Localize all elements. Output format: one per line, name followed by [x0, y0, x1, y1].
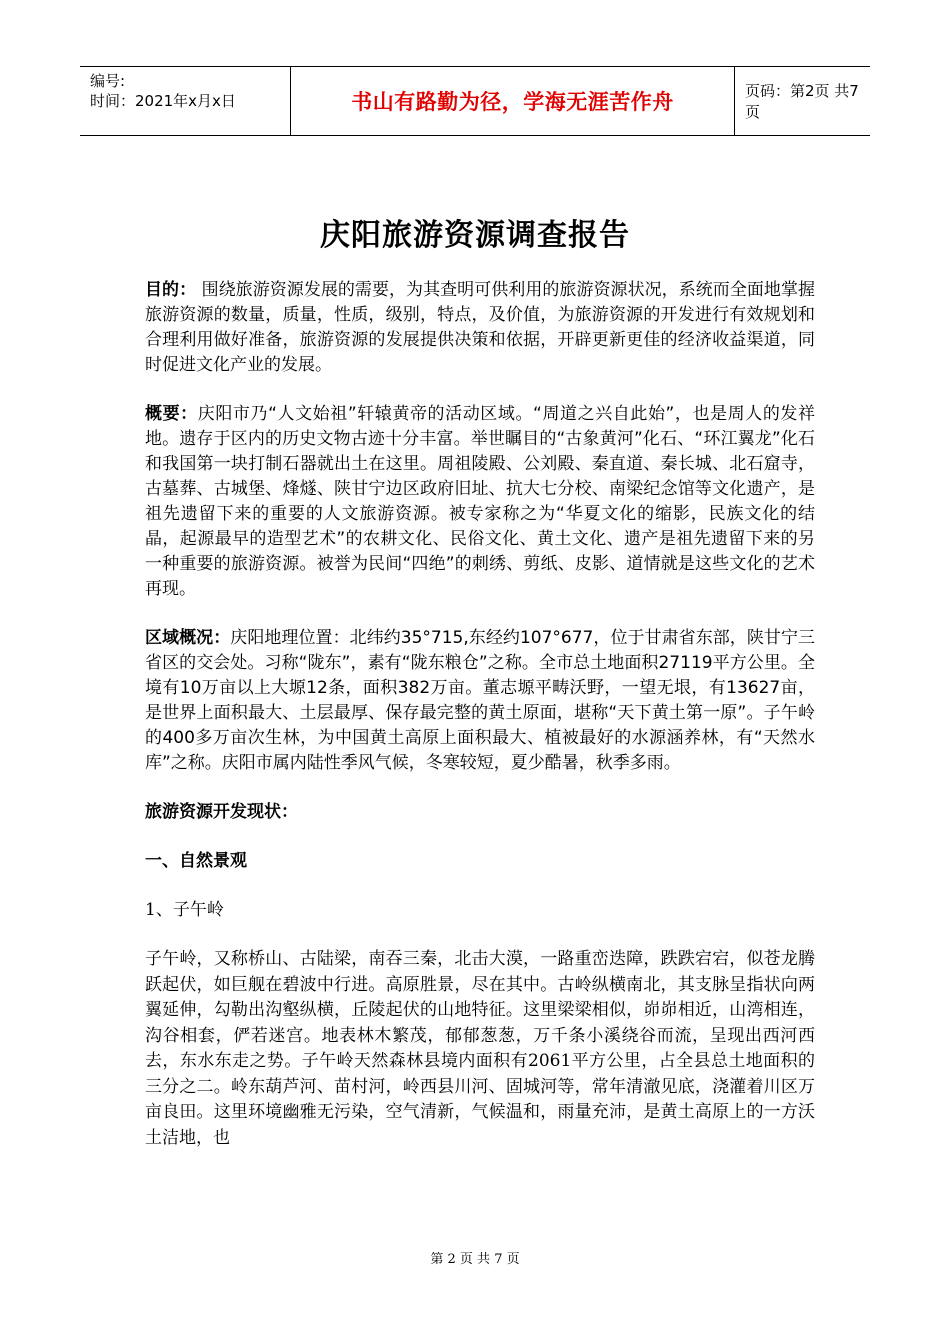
- motto-text: 书山有路勤为径，学海无涯苦作舟: [351, 90, 674, 114]
- document-title: 庆阳旅游资源调查报告: [320, 218, 630, 253]
- purpose-label: 目的：: [145, 280, 197, 300]
- number-label: 编号:: [90, 72, 126, 90]
- time-label: 时间：2021年x月x日: [90, 92, 236, 110]
- page-header: [80, 66, 870, 136]
- page-footer: 第 2 页 共 7 页: [430, 1252, 520, 1267]
- header-page-info: [735, 67, 870, 135]
- ziwuling-paragraph: 子午岭，又称桥山、古陆梁，南吞三秦，北击大漠，一路重峦迭障，跌跌宕宕，似苍龙腾跃起伏，如巨舰在碧波中行进。高原胜景，尽在其中。古岭纵横南北，其支脉呈指状向两翼延伸，勾勒出沟壑纵横，丘陵起伏的山地特征。这里梁梁相似，峁峁相近，山湾相连，沟谷相套，俨若迷宫。地表林木繁茂，郁郁葱葱，万千条小溪绕谷而流，呈现出西河西去，东水东走之势。子午岭天然森林县境内面积有2061平方公里，占全县总土地面积的三分之二。岭东葫芦河、苗村河，岭西县川河、固城河等，常年清澈见底，浇灌着川区万亩良田。这里环境幽雅无污染，空气清新，气候温和，雨量充沛，是黄土高原上的一方沃土洁地，也: [145, 949, 815, 1148]
- dev-status-heading: 旅游资源开发现状：: [145, 802, 298, 822]
- overview-label: 概要：: [145, 404, 198, 424]
- region-text: 庆阳地理位置：北纬约35°715,东经约107°677，位于甘肃省东部，陕甘宁三省区的交会处。习称“陇东”，素有“陇东粮仓”之称。全市总土地面积27119平方公里。全境有10万亩以上大塬12条，面积382万亩。董志塬平畴沃野，一望无垠，有13627亩，是世界上面积最大、土层最厚、保存最完整的黄土原面，堪称“天下黄土第一原”。子午岭的400多万亩次生林，为中国黄土高原上面积最大、植被最好的水源涵养林，有“天然水库”之称。庆阳市属内陆性季风气候，冬寒较短，夏少酷暑，秋季多雨。: [145, 628, 816, 773]
- region-paragraph: [145, 626, 815, 776]
- header-motto-cell: [290, 67, 735, 135]
- overview-paragraph: [145, 402, 815, 602]
- purpose-text: 围绕旅游资源发展的需要，为其查明可供利用的旅游资源状况，系统而全面地掌握旅游资源的数量，质量，性质，级别，特点，及价值，为旅游资源的开发进行有效规划和合理利用做好准备，旅游资源的发展提供决策和依据，开辟更新更佳的经济收益渠道，同时促进文化产业的发展。: [145, 280, 815, 375]
- overview-text: 庆阳市乃“人文始祖”轩辕黄帝的活动区域。“周道之兴自此始”，也是周人的发祥地。遗存于区内的历史文物古迹十分丰富。举世瞩目的“古象黄河”化石、“环江翼龙”化石和我国第一块打制石器就出土在这里。周祖陵殿、公刘殿、秦直道、秦长城、北石窟寺，古墓葬、古城堡、烽燧、陕甘宁边区政府旧址、抗大七分校、南梁纪念馆等文化遗产，是祖先遗留下来的重要的人文旅游资源。被专家称之为“华夏文化的缩影，民族文化的结晶，起源最早的造型艺术”的农耕文化、民俗文化、黄土文化、遗产是祖先遗留下来的另一种重要的旅游资源。被誉为民间“四绝”的刺绣、剪纸、皮影、道情就是这些文化的艺术再现。: [145, 404, 816, 599]
- page-info-text: 页码：第2页 共7页: [745, 82, 859, 121]
- header-meta: [80, 67, 290, 135]
- purpose-paragraph: [145, 278, 815, 378]
- document-body: [145, 278, 815, 1151]
- section-natural-heading: 一、自然景观: [145, 851, 247, 871]
- region-label: 区域概况：: [145, 628, 231, 648]
- item-ziwuling-heading: 1、子午岭: [145, 900, 224, 920]
